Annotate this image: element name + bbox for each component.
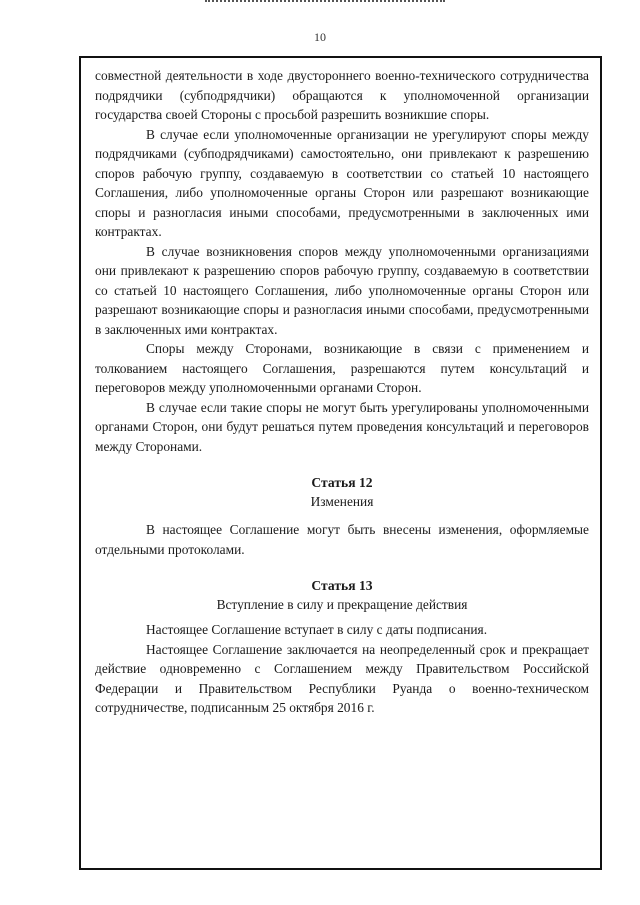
article-12-title: Статья 12 — [311, 475, 373, 490]
article-13-title: Статья 13 — [311, 578, 373, 593]
page-number: 10 — [314, 30, 326, 44]
paragraph-disputes-organizations: В случае возникновения споров между уполномоченными организациями они привлекают к разрешению споров рабочую группу, создаваемую в соответствии со статьей 10 настоящего Соглашения, либо уполномоченные органы Сторон или разрешают возникающие споры и разногласия иными способами, предусмотренными в заключенных ими контрактах. — [95, 243, 589, 337]
paragraph-continuation: совместной деятельности в ходе двустороннего военно-технического сотрудничества подрядчики (субподрядчики) обращаются к уполномоченной организации государства своей Стороны с просьбой разрешить возникшие споры. — [95, 68, 589, 122]
scan-artifact-top — [205, 0, 445, 7]
article-13-paragraph-1: Настоящее Соглашение вступает в силу с даты подписания. — [146, 622, 488, 637]
article-13-paragraph-2: Настоящее Соглашение заключается на неопределенный срок и прекращает действие одновременно с Соглашением между Правительством Российской Федерации и Правительством Республики Руанда о военно-техническом сотрудничестве, подписанным 25 октября 2016 г. — [95, 641, 589, 715]
article-13-subtitle: Вступление в силу и прекращение действия — [216, 597, 468, 612]
paragraph-disputes-parties: Споры между Сторонами, возникающие в связи с применением и толкованием настоящего Соглашения, разрешаются путем консультаций и переговоров между уполномоченными органами Сторон. — [95, 341, 589, 395]
paragraph-disputes-consultations: В случае если такие споры не могут быть урегулированы уполномоченными органами Сторон, они будут решаться путем проведения консультаций и переговоров между Сторонами. — [95, 399, 589, 454]
article-12-subtitle: Изменения — [310, 494, 374, 509]
page-frame — [79, 56, 602, 870]
paragraph-disputes-contractors: В случае если уполномоченные организации не урегулируют споры между подрядчиками (субподрядчиками) самостоятельно, они привлекают к разрешению споров рабочую группу, создаваемую в соответствии со статьей 10 настоящего Соглашения, либо уполномоченные органы Сторон или разрешают возникающие споры и разногласия иными способами, предусмотренными в заключенных ими контрактах. — [95, 126, 589, 239]
article-12-text: В настоящее Соглашение могут быть внесены изменения, оформляемые отдельными протоколами. — [95, 522, 589, 557]
